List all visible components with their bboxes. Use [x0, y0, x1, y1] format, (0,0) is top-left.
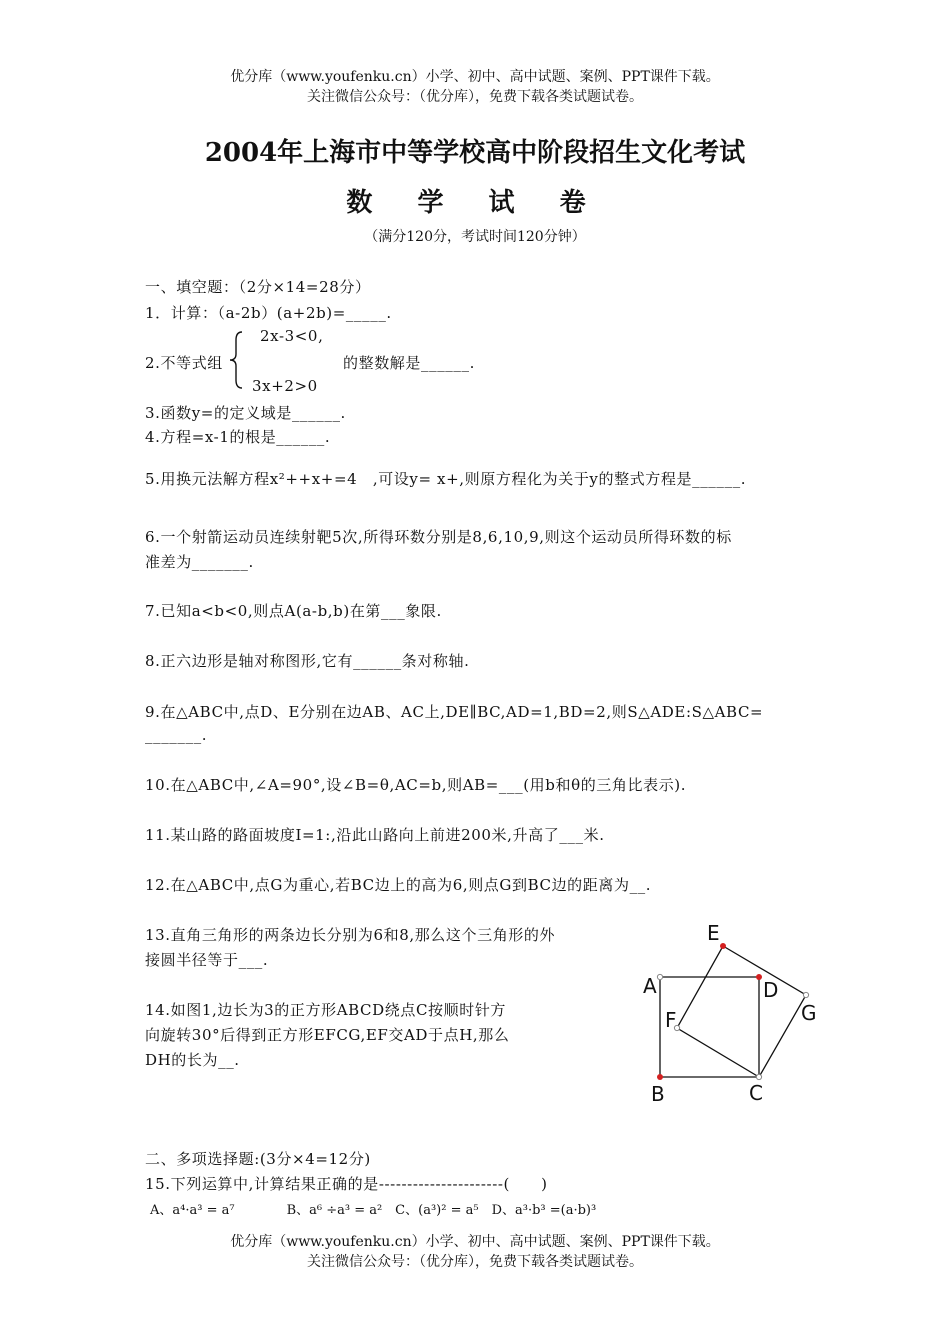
figure-1-diagram [630, 915, 830, 1115]
question-14-line-3: DH的长为__. [145, 1051, 240, 1069]
point-c [756, 1074, 761, 1079]
question-2-bottom: 3x+2>0 [252, 377, 318, 395]
section2-heading: 二、多项选择题:(3分×4=12分) [145, 1150, 371, 1168]
question-4: 4.方程=x-1的根是______. [145, 428, 331, 446]
brace-icon [228, 330, 248, 390]
question-2-suffix: 的整数解是______. [343, 354, 475, 372]
label-b: B [651, 1082, 665, 1106]
point-a [657, 974, 662, 979]
question-8: 8.正六边形是轴对称图形,它有______条对称轴. [145, 652, 470, 670]
question-1: 1．计算：（a-2b）(a+2b)=_____. [145, 304, 392, 322]
square-efcg [677, 946, 806, 1077]
exam-note: （满分120分，考试时间120分钟） [364, 229, 586, 245]
label-e: E [707, 921, 720, 945]
label-c: C [749, 1081, 763, 1105]
question-9-line-1: 9.在△ABC中,点D、E分别在边AB、AC上,DE∥BC,AD=1,BD=2,则S△ADE:S△ABC= [145, 703, 764, 721]
question-3: 3.函数y=的定义域是______. [145, 404, 346, 422]
footer-line-2: 关注微信公众号：（优分库），免费下载各类试题试卷。 [307, 1254, 643, 1270]
point-b [657, 1074, 663, 1080]
label-a: A [643, 974, 657, 998]
question-15: 15.下列运算中,计算结果正确的是----------------------( ) [145, 1175, 548, 1193]
header-line-1: 优分库（www.youfenku.cn）小学、初中、高中试题、案例、PPT课件下载。 [230, 69, 720, 85]
question-14-line-1: 14.如图1,边长为3的正方形ABCD绕点C按顺时针方 [145, 1001, 507, 1019]
question-2-top: 2x-3<0, [260, 327, 324, 345]
question-12: 12.在△ABC中,点G为重心,若BC边上的高为6,则点G到BC边的距离为__. [145, 876, 652, 894]
question-13-line-2: 接圆半径等于___. [145, 951, 269, 969]
label-d: D [763, 978, 779, 1002]
label-g: G [801, 1001, 817, 1025]
question-5: 5.用换元法解方程x²++x+=4 ,可设y= x+,则原方程化为关于y的整式方程是______. [145, 470, 747, 488]
footer-line-1: 优分库（www.youfenku.cn）小学、初中、高中试题、案例、PPT课件下载。 [230, 1234, 720, 1250]
section1-heading: 一、填空题：（2分×14=28分） [145, 278, 371, 296]
point-g [803, 992, 808, 997]
question-6-line-1: 6.一个射箭运动员连续射靶5次,所得环数分别是8,6,10,9,则这个运动员所得环数的标 [145, 528, 732, 546]
question-15-options: A、a⁴·a³ = a⁷ B、a⁶ ÷a³ = a² C、(a³)² = a⁵ D、a³·b³ =(a·b)³ [150, 1203, 597, 1218]
question-10: 10.在△ABC中,∠A=90°,设∠B=θ,AC=b,则AB=___(用b和θ的三角比表示). [145, 776, 687, 794]
page-title: 2004年上海市中等学校高中阶段招生文化考试 [204, 138, 746, 168]
question-14-line-2: 向旋转30°后得到正方形EFCG,EF交AD于点H,那么 [145, 1026, 510, 1044]
question-11: 11.某山路的路面坡度I=1:,沿此山路向上前进200米,升高了___米. [145, 826, 605, 844]
question-2-prefix: 2.不等式组 [145, 354, 223, 372]
point-d [756, 974, 762, 980]
question-13-line-1: 13.直角三角形的两条边长分别为6和8,那么这个三角形的外 [145, 926, 556, 944]
header-line-2: 关注微信公众号：（优分库），免费下载各类试题试卷。 [307, 89, 643, 105]
question-7: 7.已知a<b<0,则点A(a-b,b)在第___象限. [145, 602, 442, 620]
point-e [720, 943, 726, 949]
label-f: F [665, 1008, 677, 1032]
question-6-line-2: 准差为_______. [145, 553, 254, 571]
page-subtitle: 数 学 试 卷 [346, 188, 604, 218]
question-9-line-2: _______. [145, 726, 208, 744]
